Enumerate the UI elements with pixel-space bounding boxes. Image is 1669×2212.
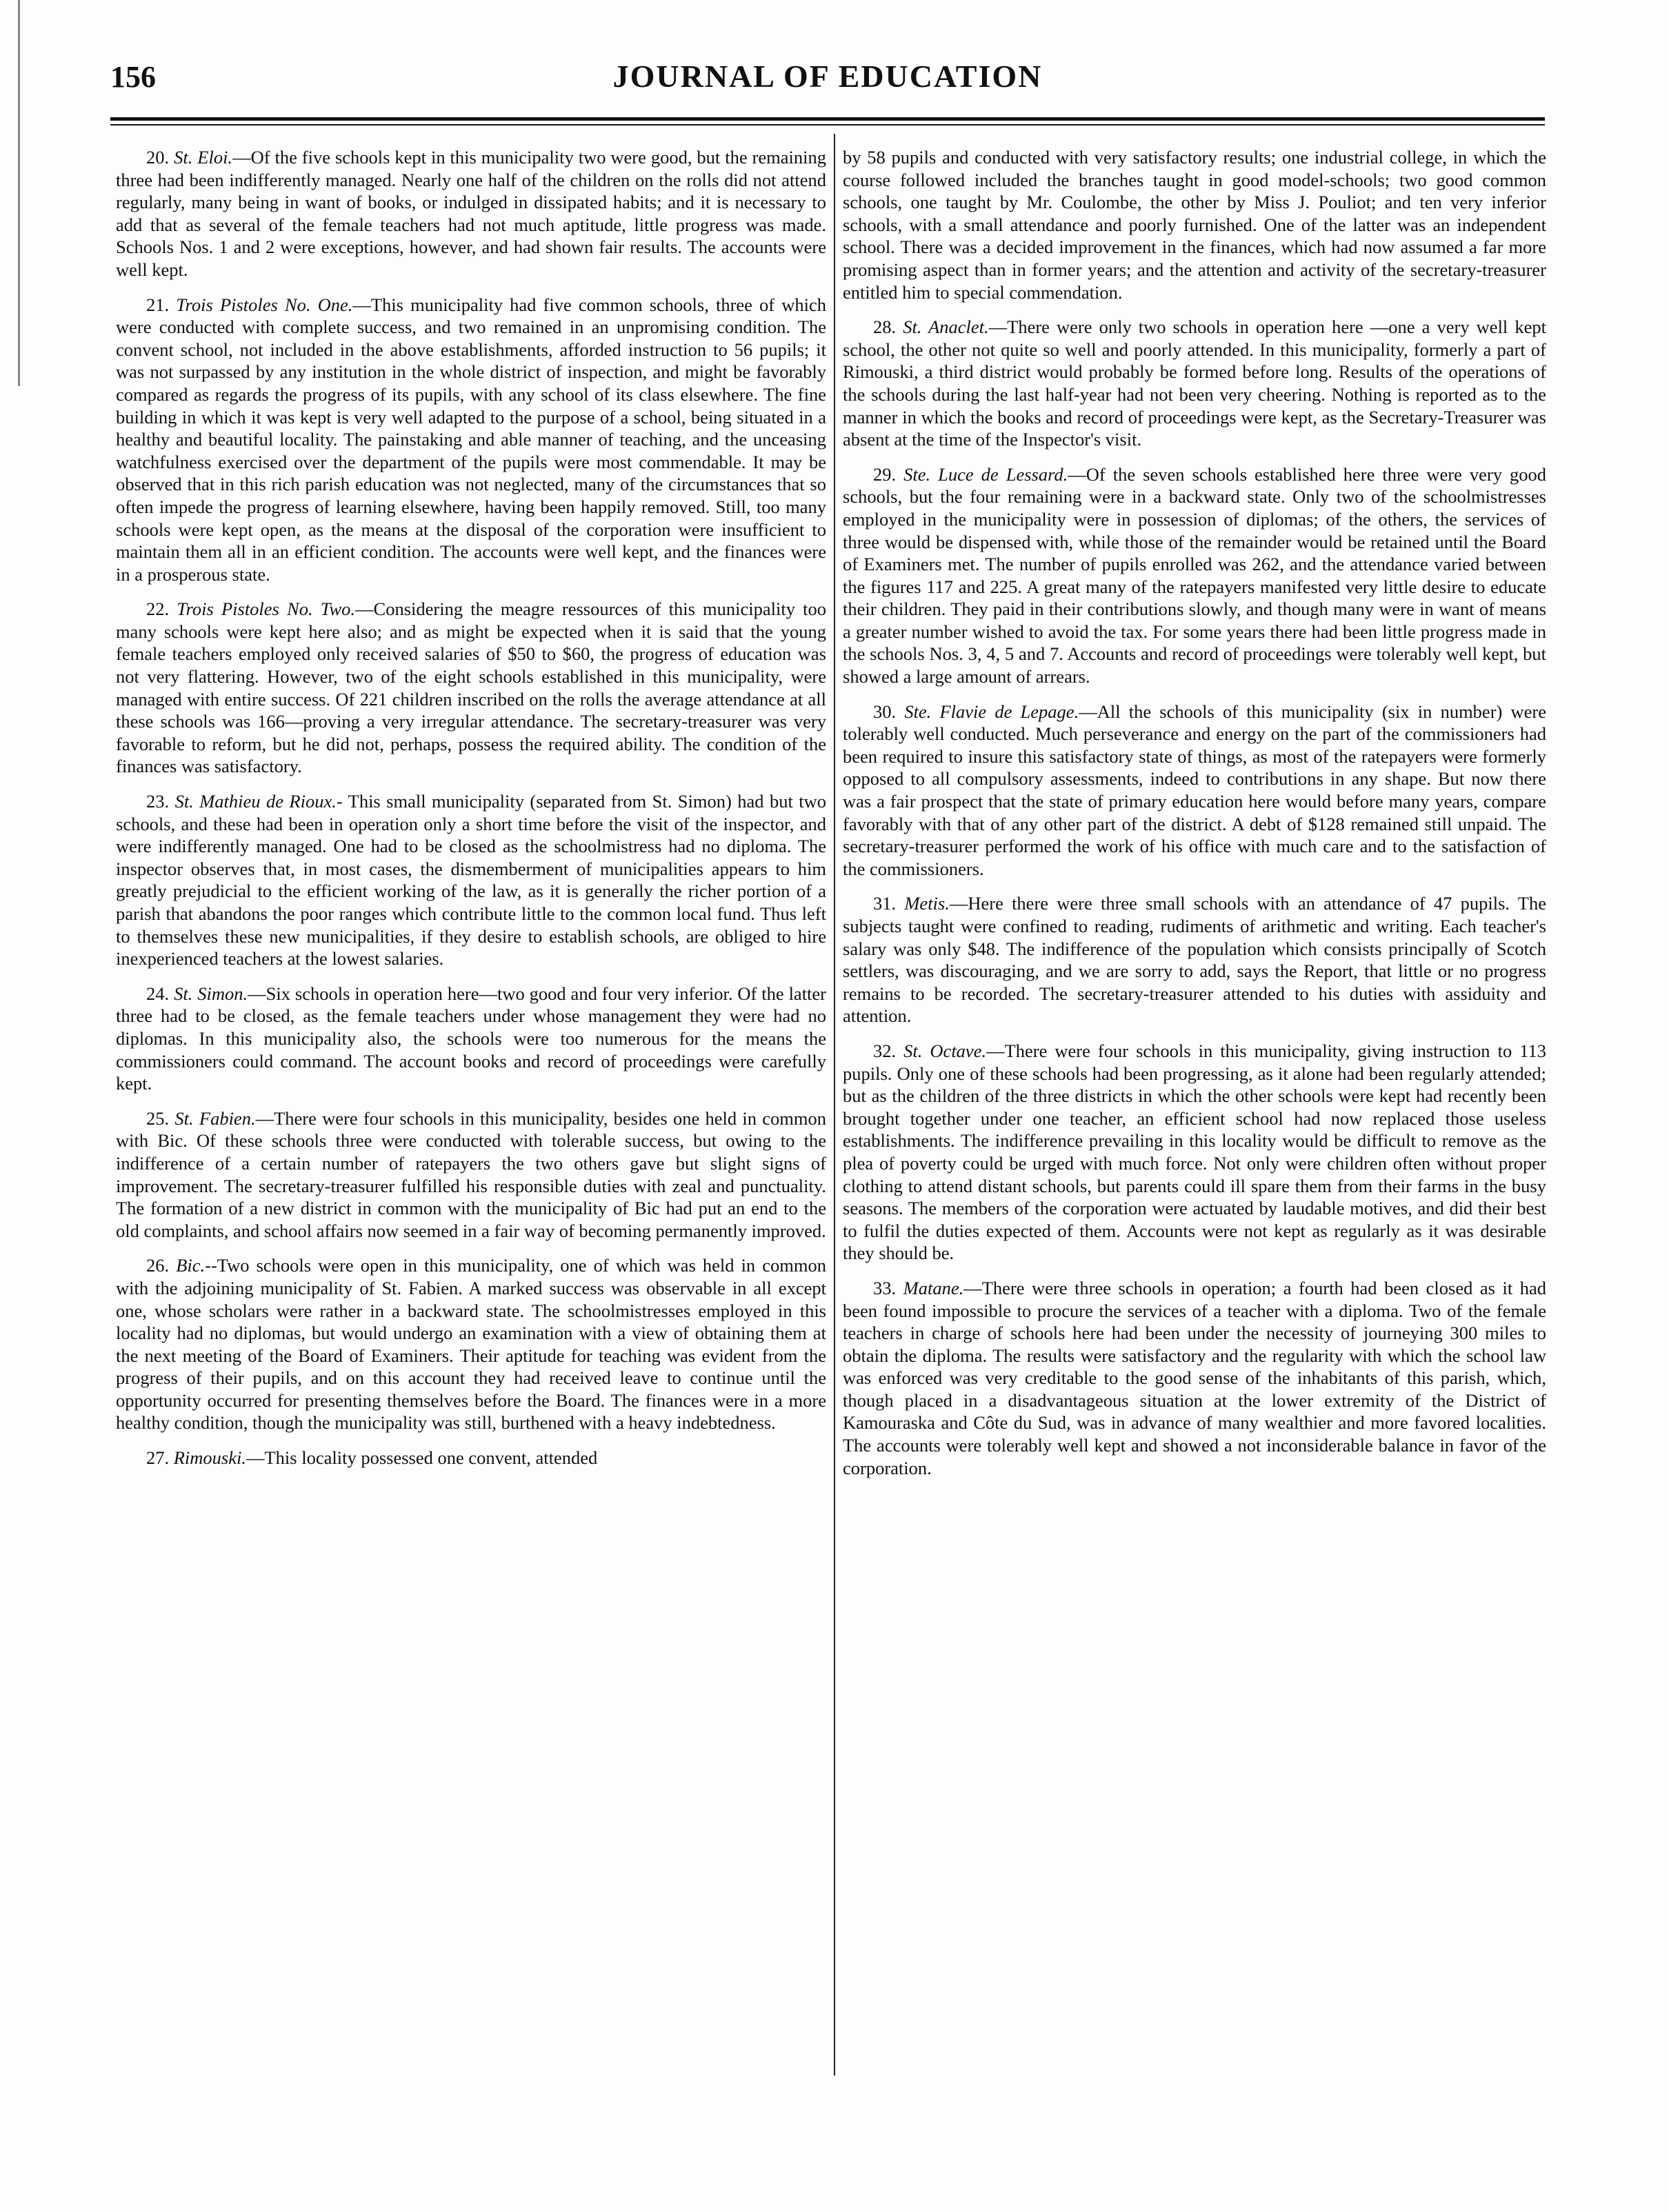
paragraph-29 [843,463,1546,688]
paragraph-31 [843,892,1546,1027]
paragraph-23 [116,790,826,970]
paragraph-text: —There were four schools in this municipality, besides one held in common with Bic. Of these schools three were conducted with tolerable success, but owing to the indifference of a certain number of ratepayers the two others gave but slight signs of improvement. The secretary-treasurer fulfilled his responsible duties with zeal and punctuality. The formation of a new district in common with the municipality of Bic had put an end to the old complaints, and school affairs now seemed in a fair way of becoming permanently improved. [116,1107,826,1241]
paragraph-text: —There were four schools in this municipality, giving instruction to 113 pupils. Only one of these schools had been progressing, as it alone had been regularly attended; but as the children of the three districts in which the other schools were kept had recently been brought together under one teacher, an efficient school had now replaced those useless establishments. The indifference prevailing in this locality would be difficult to remove as the plea of poverty could be urged with much force. Not only were children often without proper clothing to attend distant schools, but parents could ill spare them from their farms in the busy seasons. The members of the corporation were actuated by laudable motives, and did their best to fulfil the duties expected of them. Accounts were not kept as regularly as it was desirable they should be. [843,1040,1546,1264]
paragraph-text: —Of the five schools kept in this municipality two were good, but the remaining three had been indifferently managed. Nearly one half of the children on the rolls did not attend regularly, many being in want of books, or indulged in dissipated habits; and it is necessary to add that as several of the female teachers had not much aptitude, little progress was made. Schools Nos. 1 and 2 were exceptions, however, and had shown fair results. The accounts were well kept. [116,147,826,280]
section-number: 20. [146,147,170,168]
page-header [110,55,1545,110]
section-number: 22. [146,599,170,620]
paragraph-text: --Two schools were open in this municipality, one of which was held in common with the adjoining municipality of St. Fabien. A marked success was observable in all except one, whose scholars were rather in a backward state. The schoolmistresses employed in this locality had no diplomas, but would undergo an examination with a view of obtaining them at the next meeting of the Board of Examiners. Their aptitude for teaching was evident from the progress of their pupils, and on this account they had received leave to continue until the opportunity occurred for presenting themselves before the Board. The finances were in a more healthy condition, though the municipality was still, burthened with a heavy indebtedness. [116,1255,826,1434]
paragraph-text: —Here there were three small schools with an attendance of 47 pupils. The subjects taught were confined to reading, rudiments of arithmetic and writing. Each teacher's salary was only $48. The indifference of the population which consists principally of Scotch settlers, was discouraging, and we are sorry to add, says the Report, that little or no progress remains to be recorded. The secretary-treasurer attended to his duties with assiduity and attention. [843,893,1546,1027]
municipality-name: Ste. Flavie de Lepage. [904,701,1079,722]
paragraph-28 [843,316,1546,451]
paragraph-text: by 58 pupils and conducted with very satisfactory results; one industrial college, in which the course followed included the branches taught in good model-schools; two good common schools, one taught by Mr. Coulombe, the other by Miss J. Pouliot; and ten very inferior schools, with a small attendance and poorly furnished. One of the latter was an independent school. There was a decided improvement in the finances, which had now assumed a far more promising aspect than in former years; and the attention and activity of the secretary-treasurer entitled him to special commendation. [843,147,1546,303]
page-number: 156 [110,60,156,94]
municipality-name: St. Eloi. [174,147,233,168]
paragraph-text: —Six schools in operation here—two good and four very inferior. Of the latter three had to be closed, as the female teachers under whose management they were had no diplomas. In this municipality also, the schools were too numerous for the means the commissioners could command. The account books and record of proceedings were carefully kept. [116,983,826,1094]
left-column [116,146,826,2077]
paragraph-25 [116,1107,826,1243]
scan-edge [0,0,20,386]
column-divider [834,134,835,2075]
municipality-name: Metis. [904,893,950,914]
municipality-name: Ste. Luce de Lessard. [903,463,1068,485]
paragraph-text: —This locality possessed one convent, attended [246,1447,598,1469]
paragraph-24 [116,983,826,1095]
paragraph-30 [843,701,1546,881]
paragraph-27-continued [843,146,1546,303]
paragraph-text: —There were three schools in operation; a fourth had been closed as it had been found impossible to procure the services of a teacher with a diploma. Two of the female teachers in charge of schools here had been under the necessity of journeying 300 miles to obtain the diploma. The results were satisfactory and the regularity with which the school law was enforced was very creditable to the good sense of the inhabitants of this parish, which, though placed in a disadvantageous situation at the lower extremity of the District of Kamouraska and Côte du Sud, was in advance of many wealthier and more favored localities. The accounts were tolerably well kept and showed a not inconsiderable balance in favor of the corporation. [843,1277,1546,1478]
section-number: 33. [873,1277,897,1298]
section-number: 30. [873,701,897,722]
paragraph-22 [116,598,826,778]
municipality-name: Bic. [176,1255,206,1276]
municipality-name: Rimouski. [173,1447,246,1469]
right-column [843,146,1546,2077]
municipality-name: Trois Pistoles No. Two. [177,599,356,620]
paragraph-text: —All the schools of this municipality (six in number) were tolerably well conducted. Much perseverance and energy on the part of the commissioners had been required to insure this satisfactory state of things, as most of the ratepayers were formerly opposed to all compulsory assessments, indeed to contributions in any shape. But now there was a fair prospect that the state of primary education here would before many years, compare favorably with that of any other part of the district. A debt of $128 remained still unpaid. The secretary-treasurer performed the work of his office with much care and to the satisfaction of the commissioners. [843,701,1546,879]
header-rule-thin [110,124,1545,125]
paragraph-20 [116,146,826,281]
paragraph-text: —Of the seven schools established here three were very good schools, but the four remaining were in a backward state. Only two of the schoolmistresses employed in the municipality were in possession of diplomas; of the others, the services of three would be dispensed with, while those of the remainder would be retained until the Board of Examiners met. The number of pupils enrolled was 262, and the attendance varied between the figures 117 and 225. A great many of the ratepayers manifested very little desire to educate their children. They paid in their contributions slowly, and though many were in want of means a greater number wished to avoid the tax. For some years there had been little progress made in the schools Nos. 3, 4, 5 and 7. Accounts and record of proceedings were tolerably well kept, but showed a large amount of arrears. [843,463,1546,687]
section-number: 32. [873,1040,897,1061]
municipality-name: St. Simon. [174,983,248,1004]
paragraph-27 [116,1447,826,1469]
header-rule-thick [110,117,1545,121]
section-number: 24. [146,983,170,1004]
municipality-name: St. Anaclet. [903,316,989,338]
municipality-name: Trois Pistoles No. One. [176,294,353,315]
section-number: 21. [146,294,170,315]
paragraph-text: —Considering the meagre ressources of this municipality too many schools were kept here also; and as might be expected when it is said that the young female teachers employed only received salaries of $50 to $60, the progress of education was not very flattering. However, two of the eight schools established in this municipality, were managed with entire success. Of 221 children inscribed on the rolls the average attendance at all these schools was 166—proving a very irregular attendance. The secretary-treasurer was very favorable to reform, but he did not, perhaps, possess the required ability. The condition of the finances was satisfactory. [116,599,826,777]
municipality-name: St. Mathieu de Rioux. [174,791,337,812]
municipality-name: Matane. [903,1277,964,1298]
section-number: 25. [146,1107,170,1129]
section-number: 27. [146,1447,170,1469]
paragraph-text: —This municipality had five common schools, three of which were conducted with complete success, and two remained in an unpromising condition. The convent school, not included in the above establishments, afforded instruction to 56 pupils; it was not surpassed by any institution in the whole district of inspection, and might be favorably compared as regards the progress of its pupils, with any school of its class elsewhere. The fine building in which it was kept is very well adapted to the purpose of a school, being situated in a healthy and beautiful locality. The painstaking and able manner of teaching, and the unceasing watchfulness exercised over the department of the pupils were most commendable. It may be observed that in this rich parish education was not neglected, many of the circumstances that so often impede the progress of learning elsewhere, having been happily removed. Still, too many schools were kept open, as the means at the disposal of the corporation were insufficient to maintain them all in an efficient condition. The accounts were well kept, and the finances were in a prosperous state. [116,294,826,585]
paragraph-21 [116,294,826,586]
running-title: JOURNAL OF EDUCATION [612,59,1043,94]
section-number: 26. [146,1255,170,1276]
section-number: 31. [873,893,897,914]
section-number: 29. [873,463,897,485]
paragraph-26 [116,1254,826,1434]
section-number: 28. [873,316,897,338]
municipality-name: St. Fabien. [174,1107,256,1129]
paragraph-32 [843,1040,1546,1265]
municipality-name: St. Octave. [903,1040,987,1061]
paragraph-33 [843,1277,1546,1479]
section-number: 23. [146,791,170,812]
paragraph-text: —There were only two schools in operation here —one a very well kept school, the other not quite so well and poorly attended. In this municipality, formerly a part of Rimouski, a third district would probably be formed before long. Results of the operations of the schools during the last half-year had not been very cheering. Nothing is reported as to the manner in which the books and record of proceedings were kept, as the Secretary-Treasurer was absent at the time of the Inspector's visit. [843,316,1546,450]
paragraph-text: - This small municipality (separated from St. Simon) had but two schools, and these had been in operation only a short time before the visit of the inspector, and were indifferently managed. One had to be closed as the schoolmistress had no diploma. The inspector observes that, in most cases, the dismemberment of municipalities appears to him greatly prejudicial to the efficient working of the law, as it is generally the richer portion of a parish that abandons the poor ranges which contribute little to the common local fund. Thus left to themselves these new municipalities, if they desire to establish schools, are obliged to hire inexperienced teachers at the lowest salaries. [116,791,826,969]
